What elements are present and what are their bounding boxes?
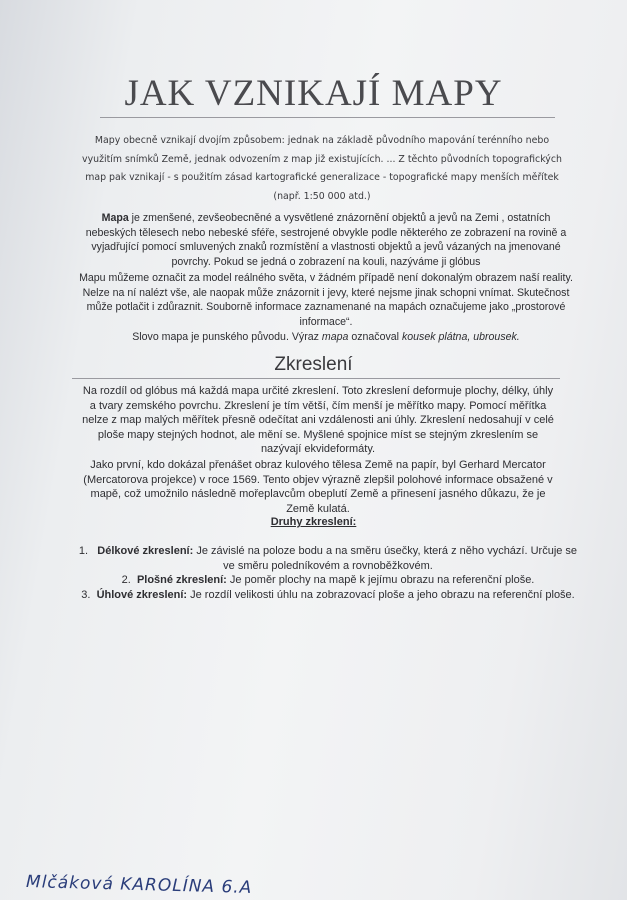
types-heading: Druhy zkreslení: xyxy=(270,516,357,528)
definition-text: je zmenšené, zevšeobecněné a vysvětlené znázornění objektů a jevů na Zemi , ostatních nebeských tělesech nebo nebeské sféře, sestrojené obvykle podle některého ze zobrazení na rovině a vyjadřující pomocí smluvených znaků rozmístění a vlastnosti objektů a jevů vázaných na jmenované povrchy. Pokud se jedná o zobrazení na kouli, nazýváme ji glóbus xyxy=(85,212,567,268)
mercator-paragraph: Jako první, kdo dokázal přenášet obraz kulového tělesa Země na papír, byl Gerhard Mercator (Mercatorova projekce) v roce 1569. Tento objev výrazně zlepšil polohové informace obsažené v mapě, což umožnilo následně mořeplavcům obeplutí Země a přinesení jasného důkazu, že je Země kulatá. xyxy=(83,459,553,515)
definition-paragraph xyxy=(76,211,576,269)
list-number: 3. xyxy=(81,588,91,601)
list-item xyxy=(78,544,578,573)
distortion-types-list xyxy=(78,544,578,602)
intro-paragraph: Mapy obecně vznikají dvojím způsobem: jednak na základě původního mapování terénního nebo využitím snímků Země, jednak odvozením z map již existujících. ... Z těchto původních topografických map pak vznikají - s použitím zásad kartografické generalizace - topografické mapy menších měřítek (např. 1:50 000 atd.) xyxy=(82,135,562,202)
etymology-text-c: označoval xyxy=(348,331,402,343)
page-title: JAK VZNIKAJÍ MAPY xyxy=(124,73,503,114)
handwritten-signature: Mlčáková KAROLÍNA 6.A xyxy=(25,872,253,898)
list-desc: Je rozdíl velikosti úhlu na zobrazovací ploše a jeho obrazu na referenční ploše. xyxy=(187,588,575,601)
list-item xyxy=(78,573,578,588)
etymology-word: mapa xyxy=(321,331,349,343)
etymology-paragraph xyxy=(76,330,576,345)
model-paragraph: Mapu můžeme označit za model reálného světa, v žádném případě není dokonalým obrazem naší reality. Nelze na ní nalézt vše, ale naopak může znázornit i jevy, které nejsme jinak schopni vnímat. Skutečnost může potlačit i zdůraznit. Souborně informace zaznamenané na mapách označujeme jako „prostorové informace“. xyxy=(79,272,573,328)
list-number: 1. xyxy=(78,545,89,557)
list-term: Délkové zkreslení: xyxy=(97,545,194,557)
title-divider xyxy=(100,117,555,118)
list-number: 2. xyxy=(121,574,131,586)
list-item xyxy=(78,588,578,603)
list-desc: Je závislé na poloze bodu a na směru úsečky, která z něho vychází. Určuje se ve směru poledníkovém a rovnoběžkovém. xyxy=(193,545,578,572)
distortion-paragraph: Na rozdíl od glóbus má každá mapa určité zkreslení. Toto zkreslení deformuje plochy, délky, úhly a tvary zemského povrchu. Zkreslení je tím větší, čím menší je měřítko mapy. Pomocí měřítka nelze z map malých měřítek přesně odečítat ani vzdálenosti ani úhly. Zkreslení nedosahují v celé ploše mapy stejných hodnot, ale mění se. Myšlené spojnice míst se stejným zkreslením se nazývají ekvideformáty. xyxy=(82,385,554,456)
definition-term: Mapa xyxy=(101,212,129,224)
list-term: Úhlové zkreslení: xyxy=(96,588,188,601)
section-title-zkresleni: Zkreslení xyxy=(274,354,353,375)
list-desc: Je poměr plochy na mapě k jejímu obrazu na referenční ploše. xyxy=(226,574,535,586)
section-divider xyxy=(72,378,560,379)
etymology-text-a: Slovo mapa je punského původu. Výraz xyxy=(132,331,322,343)
etymology-meaning: kousek plátna, ubrousek. xyxy=(401,331,520,343)
list-term: Plošné zkreslení: xyxy=(136,574,227,586)
